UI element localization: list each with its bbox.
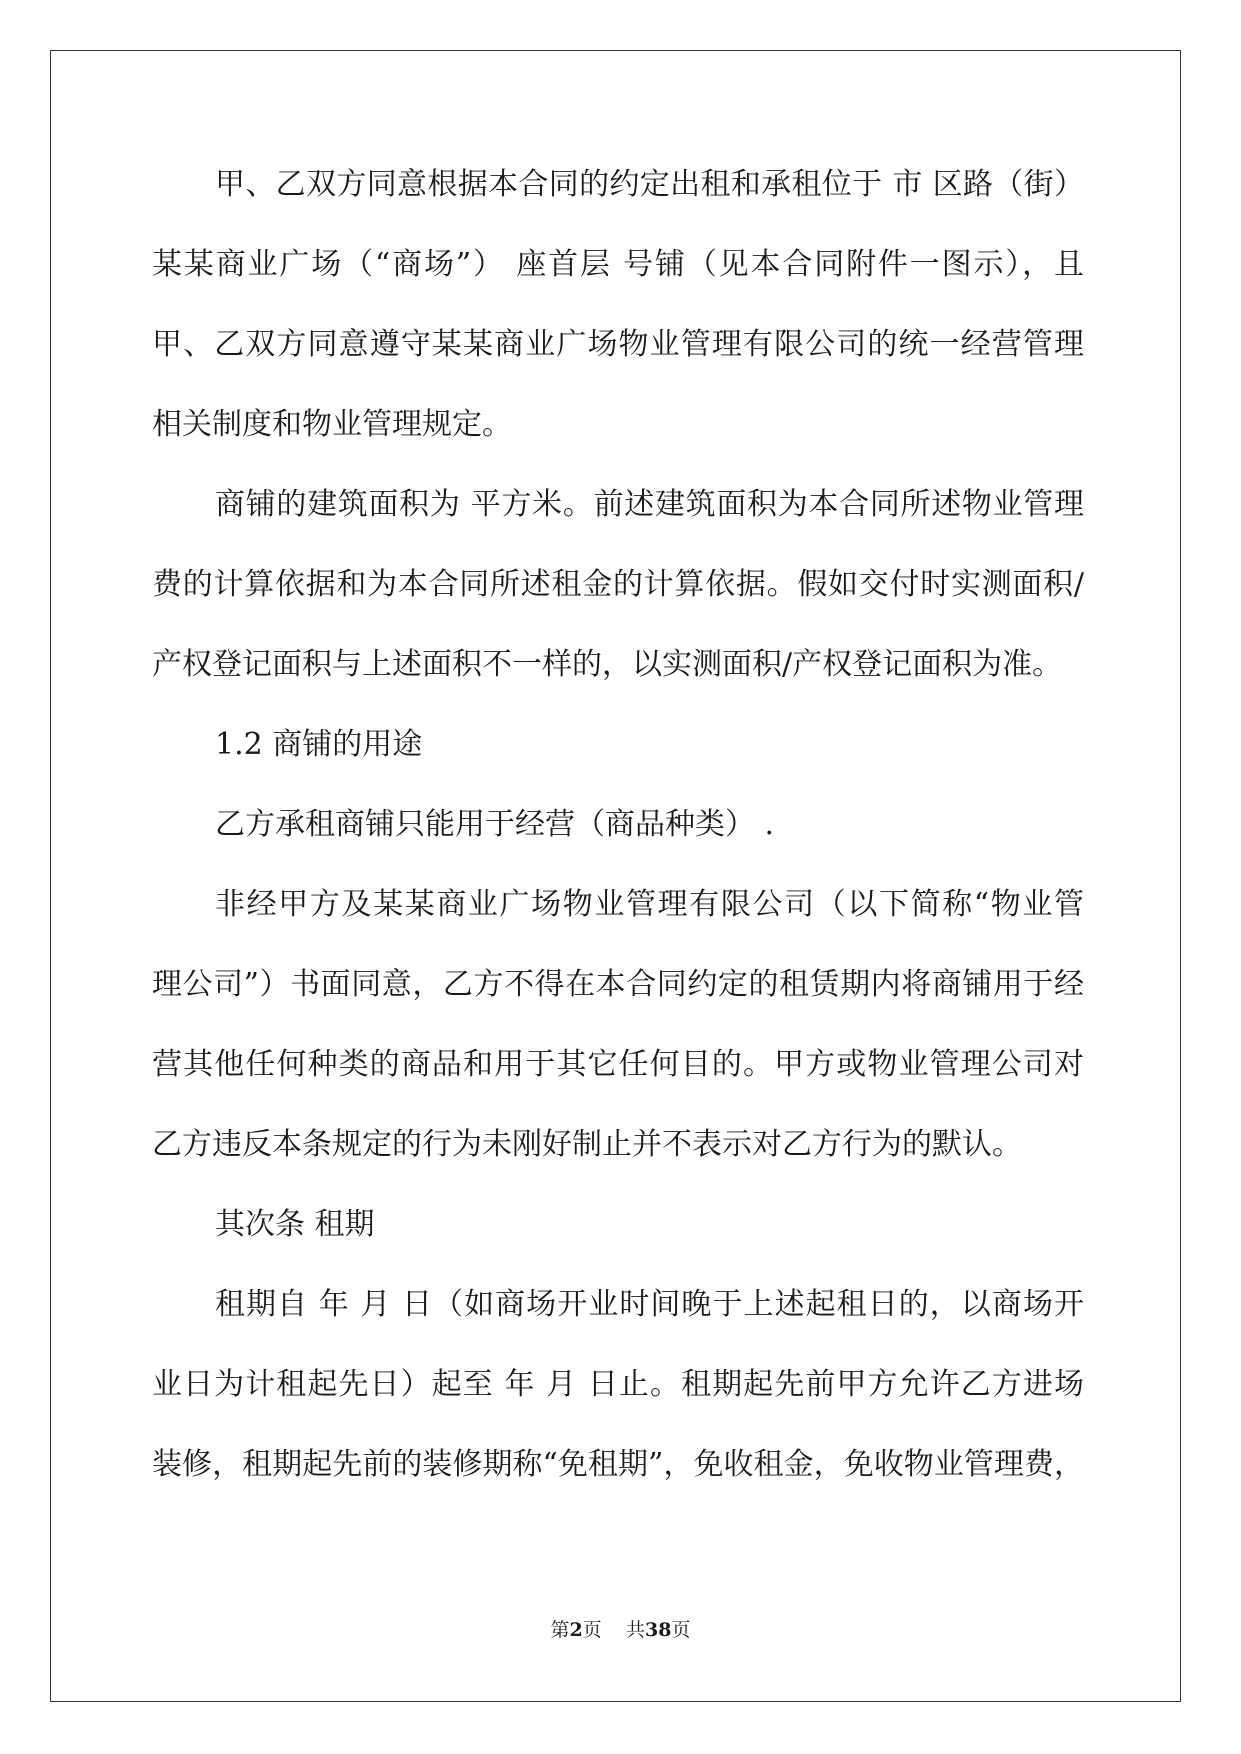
footer-page-unit: 页 bbox=[582, 1619, 602, 1641]
paragraph-line: 甲、乙双方同意根据本合同的约定出租和承租位于 市 区路（街） bbox=[215, 167, 1084, 202]
paragraph-line: 租期自 年 月 日（如商场开业时间晚于上述起租日的，以商场开 bbox=[215, 1287, 1084, 1322]
footer-total-unit: 页 bbox=[671, 1619, 691, 1641]
paragraph-line: 某某商业广场（“商场”） 座首层 号铺（见本合同附件一图示），且 bbox=[152, 247, 1084, 282]
paragraph-line: 相关制度和物业管理规定。 bbox=[152, 407, 512, 442]
paragraph-line: 产权登记面积与上述面积不一样的，以实测面积/产权登记面积为准。 bbox=[152, 647, 1063, 682]
page-footer bbox=[0, 1617, 1241, 1643]
section-heading: 1.2 商铺的用途 bbox=[215, 727, 423, 762]
paragraph-line: 商铺的建筑面积为 平方米。前述建筑面积为本合同所述物业管理 bbox=[215, 487, 1084, 522]
paragraph-line: 费的计算依据和为本合同所述租金的计算依据。假如交付时实测面积/ bbox=[152, 567, 1084, 602]
total-pages: 38 bbox=[644, 1619, 672, 1641]
page-number: 2 bbox=[569, 1619, 583, 1641]
paragraph-line: 乙方违反本条规定的行为未刚好制止并不表示对乙方行为的默认。 bbox=[152, 1127, 1022, 1162]
document-body bbox=[152, 165, 1084, 1525]
footer-total-prefix: 共 bbox=[625, 1619, 645, 1641]
section-heading: 其次条 租期 bbox=[215, 1207, 375, 1242]
paragraph-line: 营其他任何种类的商品和用于其它任何目的。甲方或物业管理公司对 bbox=[152, 1047, 1084, 1082]
paragraph-line: 甲、乙双方同意遵守某某商业广场物业管理有限公司的统一经营管理 bbox=[152, 327, 1084, 362]
footer-prefix: 第 bbox=[550, 1619, 570, 1641]
paragraph-line: 非经甲方及某某商业广场物业管理有限公司（以下简称“物业管 bbox=[215, 887, 1084, 922]
paragraph-line: 装修，租期起先前的装修期称“免租期”，免收租金，免收物业管理费， bbox=[152, 1447, 1084, 1482]
paragraph-line: 业日为计租起先日）起至 年 月 日止。租期起先前甲方允许乙方进场 bbox=[152, 1367, 1084, 1402]
paragraph-line: 理公司”）书面同意，乙方不得在本合同约定的租赁期内将商铺用于经 bbox=[152, 967, 1084, 1002]
paragraph-line: 乙方承租商铺只能用于经营（商品种类） . bbox=[215, 807, 775, 842]
